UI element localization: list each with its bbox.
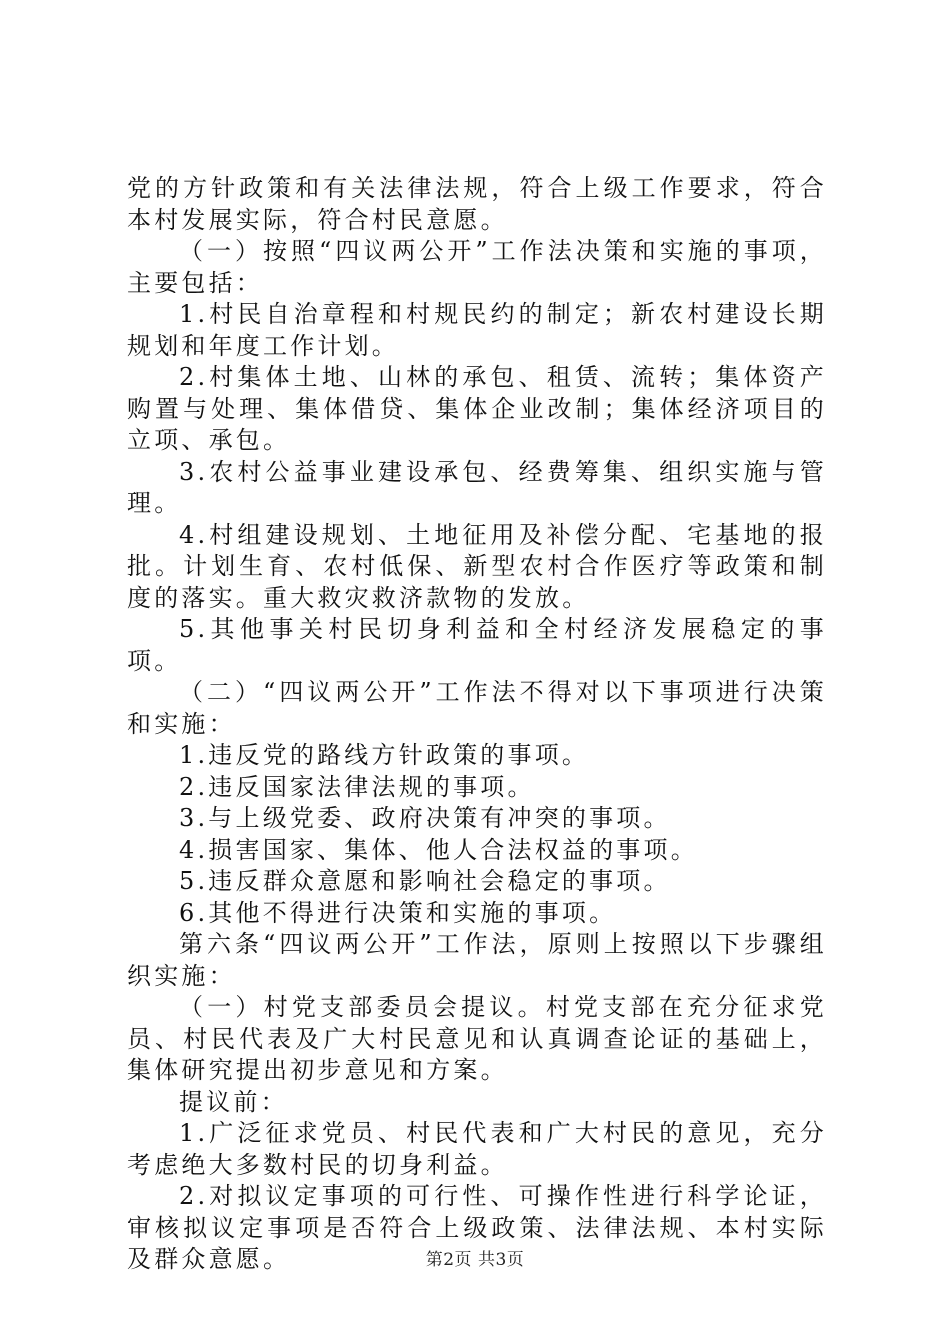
paragraph-18: 2.对拟议定事项的可行性、可操作性进行科学论证，审核拟议定事项是否符合上级政策、法律法规、本村实际及群众意愿。 — [127, 1182, 827, 1273]
paragraph-8: 1.违反党的路线方针政策的事项。 — [179, 741, 590, 769]
paragraph-6: 5.其他事关村民切身利益和全村经济发展稳定的事项。 — [127, 615, 827, 675]
paragraph-7: （二）“四议两公开”工作法不得对以下事项进行决策和实施： — [127, 678, 827, 738]
document-body — [127, 173, 827, 1276]
paragraph-5: 4.村组建设规划、土地征用及补偿分配、宅基地的报批。计划生育、农村低保、新型农村合作医疗等政策和制度的落实。重大救灾救济款物的发放。 — [127, 520, 827, 612]
paragraph-1: （一）按照“四议两公开”工作法决策和实施的事项，主要包括： — [127, 237, 827, 297]
paragraph-12: 5.违反群众意愿和影响社会稳定的事项。 — [179, 867, 671, 895]
paragraph-17: 1.广泛征求党员、村民代表和广大村民的意见，充分考虑绝大多数村民的切身利益。 — [127, 1119, 827, 1179]
paragraph-9: 2.违反国家法律法规的事项。 — [179, 772, 535, 801]
paragraph-4: 3.农村公益事业建设承包、经费筹集、组织实施与管理。 — [127, 457, 827, 517]
page-number-footer: 第2页 共3页 — [425, 1250, 525, 1270]
paragraph-2: 1.村民自治章程和村规民约的制定；新农村建设长期规划和年度工作计划。 — [127, 300, 827, 360]
paragraph-10: 3.与上级党委、政府决策有冲突的事项。 — [179, 804, 671, 832]
paragraph-3: 2.村集体土地、山林的承包、租赁、流转；集体资产购置与处理、集体借贷、集体企业改制；集体经济项目的立项、承包。 — [127, 363, 827, 454]
paragraph-11: 4.损害国家、集体、他人合法权益的事项。 — [179, 835, 698, 864]
paragraph-15: （一）村党支部委员会提议。村党支部在充分征求党员、村民代表及广大村民意见和认真调查论证的基础上，集体研究提出初步意见和方案。 — [127, 993, 827, 1084]
paragraph-14: 第六条“四议两公开”工作法，原则上按照以下步骤组织实施： — [127, 930, 827, 990]
paragraph-16: 提议前： — [179, 1087, 288, 1116]
paragraph-0: 党的方针政策和有关法律法规，符合上级工作要求，符合本村发展实际，符合村民意愿。 — [127, 174, 827, 234]
paragraph-13: 6.其他不得进行决策和实施的事项。 — [179, 898, 617, 927]
